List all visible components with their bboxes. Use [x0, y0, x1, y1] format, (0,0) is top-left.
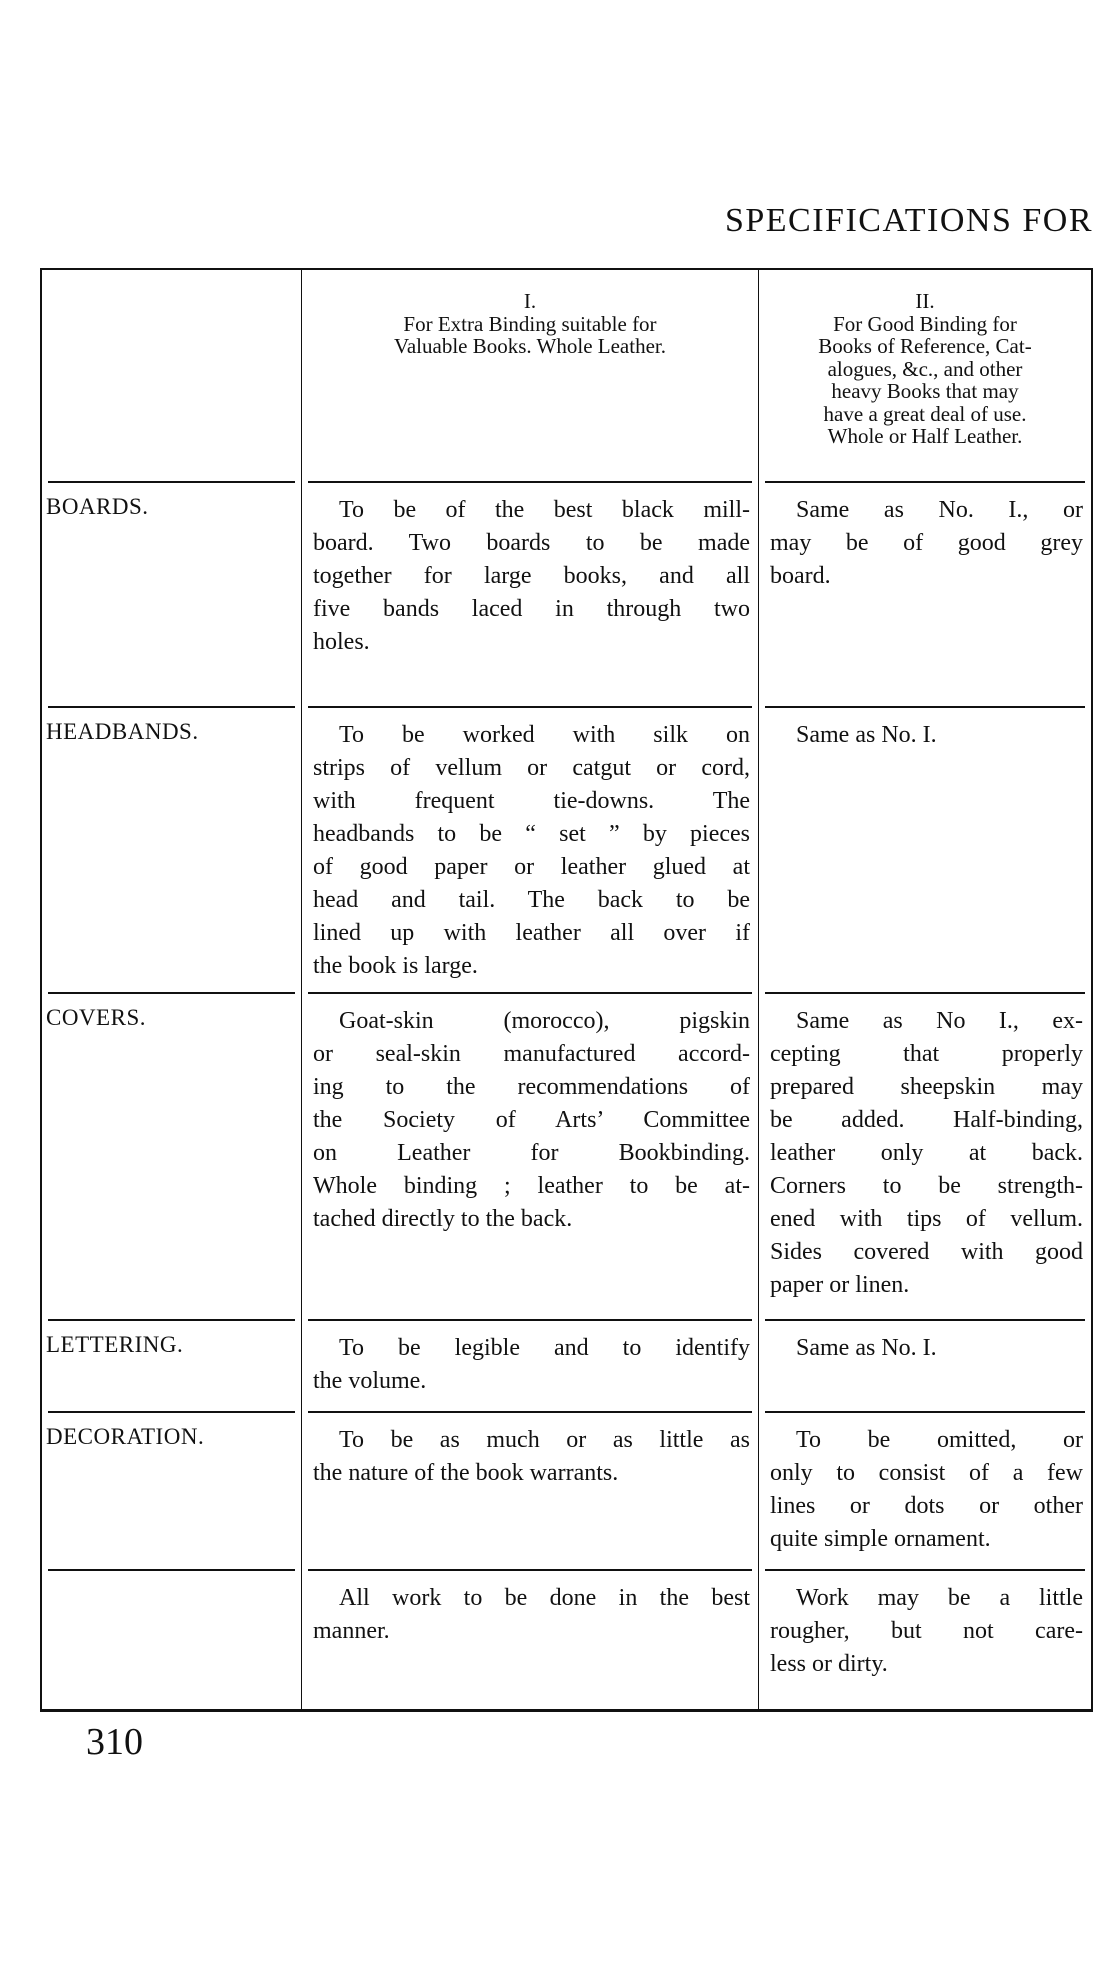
text-line: the book is large. — [313, 953, 478, 979]
table-row — [42, 993, 1091, 1320]
text-line: manner. — [313, 1618, 390, 1644]
text-line: Same as No I., ex- — [796, 1008, 1083, 1034]
text-line: lines or dots or other — [770, 1493, 1083, 1519]
text-line: Work may be a little — [796, 1585, 1083, 1611]
text-line: Same as No. I., or — [796, 497, 1083, 523]
specifications-table — [40, 268, 1093, 1712]
text-line: the volume. — [313, 1368, 427, 1394]
header-empty-cell — [42, 270, 301, 482]
header-line: heavy Books that may — [831, 379, 1019, 403]
text-line: ened with tips of vellum. — [770, 1206, 1083, 1232]
table-row — [42, 1570, 1091, 1709]
header-line: alogues, &c., and other — [827, 356, 1023, 381]
text-line: To be omitted, or — [796, 1427, 1083, 1453]
column-2-cell — [758, 1412, 1091, 1570]
row-label: DECORATION. — [42, 1412, 301, 1570]
text-line: To be legible and to identify — [339, 1335, 750, 1361]
text-line: less or dirty. — [770, 1651, 888, 1677]
text-line: be added. Half-binding, — [770, 1107, 1083, 1133]
text-line: head and tail. The back to be — [313, 887, 750, 913]
row-label — [42, 1570, 301, 1709]
row-label: LETTERING. — [42, 1320, 301, 1412]
column-1-cell — [301, 1412, 758, 1570]
header-column-1 — [301, 270, 758, 482]
text-line: Sides covered with good — [770, 1239, 1083, 1265]
table-row — [42, 1320, 1091, 1412]
header-line: Valuable Books. Whole Leather. — [394, 334, 666, 358]
header-line: For Good Binding for — [833, 311, 1017, 336]
text-line: rougher, but not care- — [770, 1618, 1083, 1644]
text-line: To be as much or as little as — [339, 1427, 750, 1453]
table-header-row — [42, 270, 1091, 482]
text-line: ing to the recommendations of — [313, 1074, 750, 1100]
text-line: All work to be done in the best — [339, 1585, 750, 1611]
text-line: the nature of the book warrants. — [313, 1460, 619, 1486]
text-line: quite simple ornament. — [770, 1526, 991, 1552]
text-line: together for large books, and all — [313, 563, 750, 589]
text-line: the Society of Arts’ Committee — [313, 1107, 750, 1133]
header-line: have a great deal of use. — [823, 401, 1027, 426]
column-1-cell — [301, 1570, 758, 1709]
row-label: COVERS. — [42, 993, 301, 1320]
text-line: strips of vellum or catgut or cord, — [313, 755, 750, 781]
page-title: SPECIFICATIONS FOR — [724, 202, 1093, 239]
header-line: For Extra Binding suitable for — [403, 311, 657, 336]
text-line: Corners to be strength- — [770, 1173, 1083, 1199]
column-1-cell — [301, 707, 758, 993]
text-line: holes. — [313, 629, 370, 655]
text-line: Whole binding ; leather to be at- — [313, 1173, 750, 1199]
column-1-cell — [301, 482, 758, 707]
text-line: may be of good grey — [770, 530, 1083, 556]
column-2-cell — [758, 482, 1091, 707]
header-line: Whole or Half Leather. — [827, 424, 1023, 448]
text-line: leather only at back. — [770, 1140, 1083, 1166]
column-2-cell — [758, 1570, 1091, 1709]
table-row — [42, 482, 1091, 707]
text-line: board. — [770, 563, 831, 589]
column-2-cell — [758, 707, 1091, 993]
row-label: BOARDS. — [42, 482, 301, 707]
text-line: Same as No. I. — [796, 722, 937, 748]
table-row — [42, 1412, 1091, 1570]
header-column-2 — [758, 270, 1091, 482]
table-row — [42, 707, 1091, 993]
text-line: paper or linen. — [770, 1272, 910, 1298]
text-line: To be of the best black mill- — [339, 497, 750, 523]
row-label: HEADBANDS. — [42, 707, 301, 993]
column-numeral: II. — [915, 289, 935, 313]
column-2-cell — [758, 1320, 1091, 1412]
text-line: with frequent tie-downs. The — [313, 788, 750, 814]
page-number: 310 — [86, 1721, 143, 1763]
text-line: board. Two boards to be made — [313, 530, 750, 556]
column-1-cell — [301, 993, 758, 1320]
text-line: on Leather for Bookbinding. — [313, 1140, 750, 1166]
column-1-cell — [301, 1320, 758, 1412]
text-line: or seal-skin manufactured accord- — [313, 1041, 750, 1067]
header-line: Books of Reference, Cat- — [818, 334, 1032, 358]
text-line: tached directly to the back. — [313, 1206, 573, 1232]
column-numeral: I. — [523, 289, 537, 313]
text-line: lined up with leather all over if — [313, 920, 750, 946]
text-line: five bands laced in through two — [313, 596, 750, 622]
column-2-cell — [758, 993, 1091, 1320]
text-line: Same as No. I. — [796, 1335, 937, 1361]
text-line: prepared sheepskin may — [770, 1074, 1083, 1100]
text-line: To be worked with silk on — [339, 722, 750, 748]
text-line: cepting that properly — [770, 1041, 1083, 1067]
text-line: headbands to be “ set ” by pieces — [313, 821, 750, 847]
text-line: of good paper or leather glued at — [313, 854, 750, 880]
text-line: only to consist of a few — [770, 1460, 1083, 1486]
text-line: Goat-skin (morocco), pigskin — [339, 1008, 750, 1034]
